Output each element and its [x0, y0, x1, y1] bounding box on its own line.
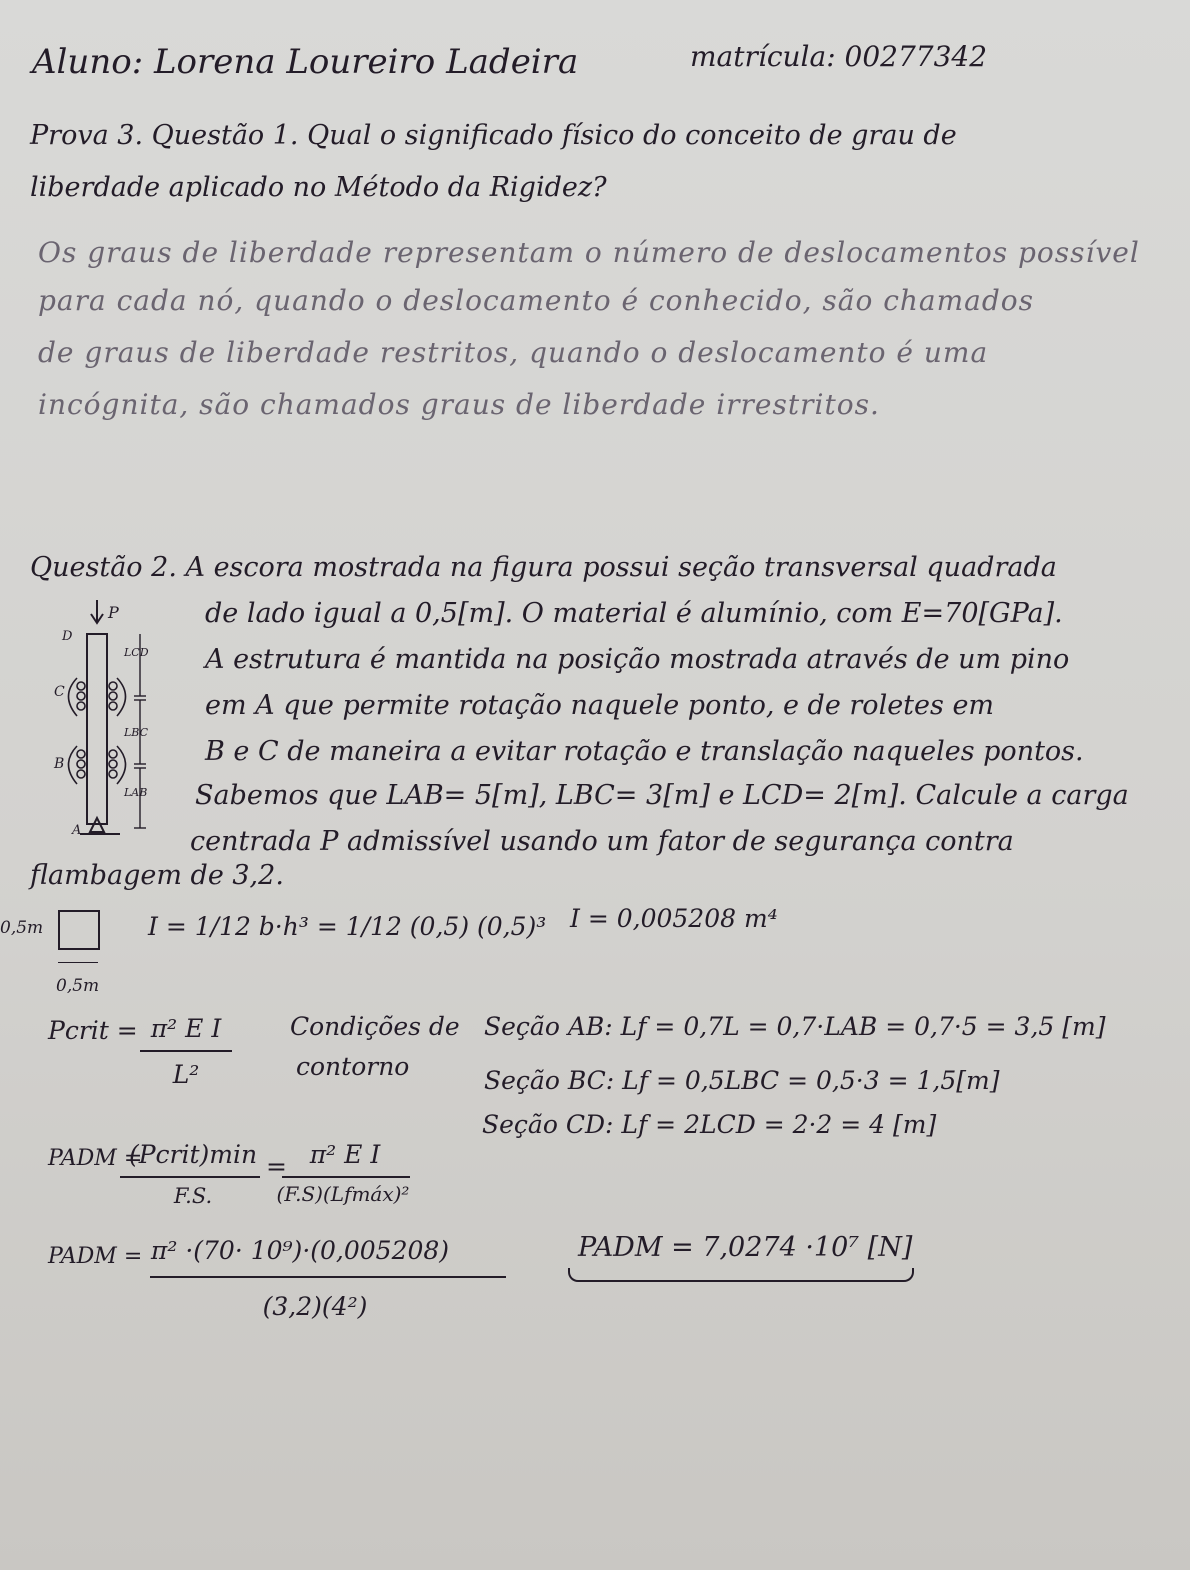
inertia-formula: I = 1/12 b·h³ = 1/12 (0,5) (0,5)³ — [148, 912, 547, 941]
question2-line: B e C de maneira a evitar rotação e translação naqueles pontos. — [205, 736, 1084, 767]
padm-substitution-numerator: π² ·(70· 10⁹)·(0,005208) — [150, 1236, 450, 1265]
padm-substitution-denominator: (3,2)(4²) — [262, 1292, 368, 1321]
point-c-label: C — [54, 684, 65, 700]
section-width-dimension — [58, 962, 98, 963]
question2-line: centrada P admissível usando um fator de segurança contra — [190, 826, 1014, 857]
pcrit-denominator: L² — [172, 1060, 200, 1089]
section-cd-condition: Seção CD: Lf = 2LCD = 2·2 = 4 [m] — [482, 1110, 937, 1139]
padm-lhs: PADM = — [48, 1146, 143, 1171]
question1-line1: Prova 3. Questão 1. Qual o significado físico do conceito de grau de — [30, 120, 957, 151]
boundary-label: Condições de — [290, 1012, 460, 1041]
pcrit-numerator: π² E I — [150, 1014, 222, 1043]
strut-figure — [50, 596, 190, 846]
result-underline — [568, 1268, 914, 1282]
square-section-icon — [58, 910, 100, 950]
boundary-label: contorno — [296, 1052, 410, 1081]
padm-substitution-lhs: PADM = — [48, 1244, 143, 1269]
lcd-label: LCD — [124, 646, 149, 659]
lbc-label: LBC — [124, 726, 149, 739]
question2-line: Sabemos que LAB= 5[m], LBC= 3[m] e LCD= 2[m]. Calcule a carga — [195, 780, 1129, 811]
pcrit-lhs: Pcrit = — [48, 1016, 138, 1045]
question2-line: em A que permite rotação naquele ponto, e de roletes em — [205, 690, 995, 721]
answer1-line: incógnita, são chamados graus de liberdade irrestritos. — [38, 388, 880, 421]
load-label: P — [108, 603, 119, 622]
padm-numerator-expanded: π² E I — [309, 1140, 381, 1169]
question1-line2: liberdade aplicado no Método da Rigidez? — [30, 172, 607, 203]
section-bc-condition: Seção BC: Lf = 0,5LBC = 0,5·3 = 1,5[m] — [484, 1066, 1000, 1095]
registration-number: matrícula: 00277342 — [690, 40, 988, 73]
section-ab-condition: Seção AB: Lf = 0,7L = 0,7·LAB = 0,7·5 = 3,5 [m] — [484, 1012, 1106, 1041]
roller-c-icon — [69, 678, 126, 716]
point-b-label: B — [54, 756, 65, 772]
pcrit-fraction-bar — [140, 1050, 232, 1052]
padm-substitution-bar — [150, 1276, 506, 1278]
answer1-line: Os graus de liberdade representam o número de deslocamentos possível — [38, 236, 1140, 269]
question2-line: Questão 2. A escora mostrada na figura possui seção transversal quadrada — [30, 552, 1057, 583]
lab-label: LAB — [124, 786, 148, 799]
padm-denominator-expanded: (F.S)(Lfmáx)² — [276, 1182, 410, 1206]
padm-numerator: (Pcrit)min — [128, 1140, 258, 1169]
inertia-result: I = 0,005208 m⁴ — [570, 904, 778, 933]
padm-expanded-bar — [282, 1176, 410, 1178]
roller-b-icon — [69, 746, 126, 784]
answer1-line: para cada nó, quando o deslocamento é conhecido, são chamados — [38, 284, 1035, 317]
answer1-line: de graus de liberdade restritos, quando o deslocamento é uma — [38, 336, 989, 369]
padm-fraction-bar — [120, 1176, 260, 1178]
equals-sign: = — [266, 1152, 287, 1181]
question2-line: A estrutura é mantida na posição mostrada através de um pino — [205, 644, 1070, 675]
point-d-label: D — [62, 629, 73, 644]
strut-column — [87, 634, 107, 824]
padm-final-result: PADM = 7,0274 ·10⁷ [N] — [578, 1232, 913, 1263]
point-a-label: A — [72, 823, 82, 838]
section-width-label: 0,5m — [56, 976, 100, 996]
section-side-label: 0,5m — [0, 918, 44, 938]
padm-denominator: F.S. — [173, 1184, 213, 1208]
question2-line: flambagem de 3,2. — [30, 860, 284, 891]
question2-line: de lado igual a 0,5[m]. O material é alumínio, com E=70[GPa]. — [205, 598, 1063, 629]
student-name: Aluno: Lorena Loureiro Ladeira — [32, 42, 579, 82]
